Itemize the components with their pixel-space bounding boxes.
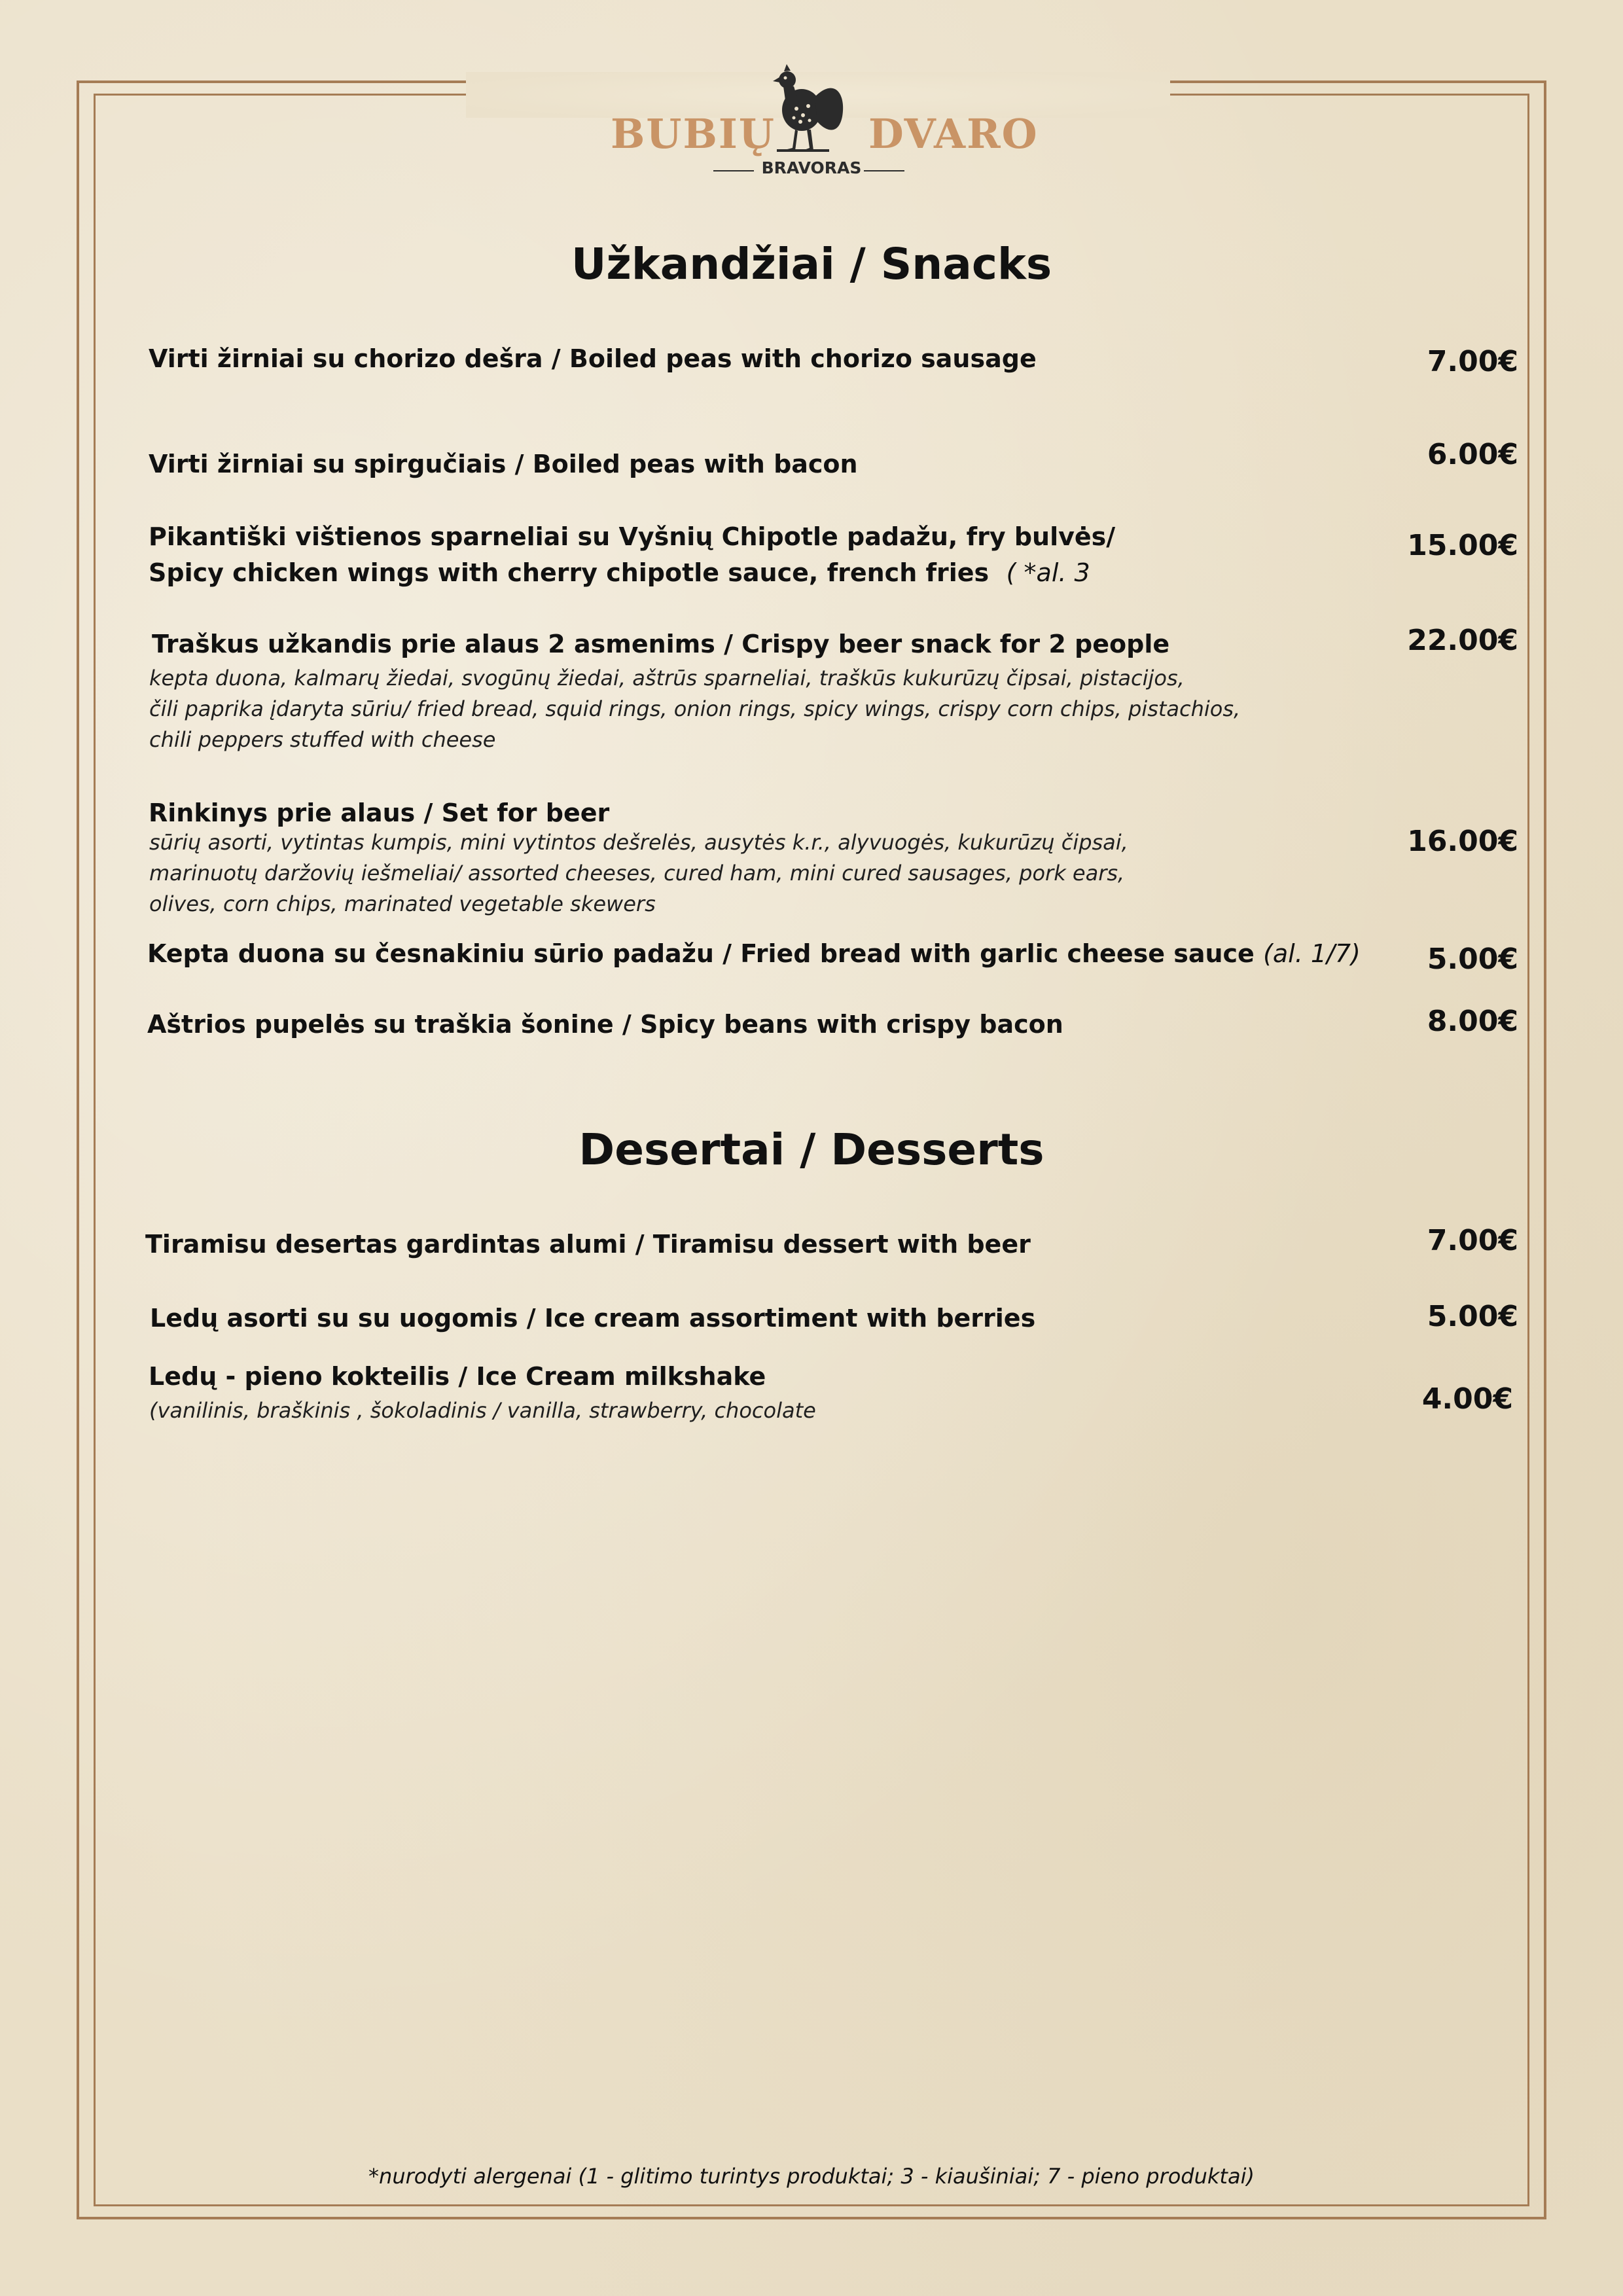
menu-item-price: 15.00€ xyxy=(1407,529,1518,562)
menu-item-name: Ledų - pieno kokteilis / Ice Cream milkshake xyxy=(149,1362,766,1391)
allergen-note: (al. 1/7) xyxy=(1263,939,1361,968)
snacks-title: Užkandžiai / Snacks xyxy=(571,239,1052,289)
allergen-footnote: *nurodyti alergenai (1 - glitimo turintys produktai; 3 - kiaušiniai; 7 - pieno produktai) xyxy=(368,2164,1255,2189)
desserts-title: Desertai / Desserts xyxy=(579,1124,1044,1175)
brand-word-left: BUBIŲ xyxy=(611,110,776,158)
rooster-logo-icon xyxy=(762,58,847,156)
menu-item-price: 8.00€ xyxy=(1427,1005,1518,1038)
menu-item-price: 5.00€ xyxy=(1427,1300,1518,1333)
menu-item-name: Aštrios pupelės su traškia šonine / Spicy beans with crispy bacon xyxy=(147,1010,1063,1039)
menu-item-description: (vanilinis, braškinis , šokoladinis / vanilla, strawberry, chocolate xyxy=(149,1398,816,1423)
logo-divider-right xyxy=(864,170,904,171)
menu-item-price: 16.00€ xyxy=(1407,825,1518,858)
menu-item-description: chili peppers stuffed with cheese xyxy=(149,727,496,752)
menu-item-price: 22.00€ xyxy=(1407,624,1518,657)
brand-logo xyxy=(589,54,1039,191)
menu-item-description: kepta duona, kalmarų žiedai, svogūnų žiedai, aštrūs sparneliai, traškūs kukurūzų čipsai, pistacijos, xyxy=(149,666,1185,691)
menu-item-name-line xyxy=(147,939,1361,968)
menu-item-name: Pikantiški vištienos sparneliai su Vyšnių Chipotle padažu, fry bulvės/ xyxy=(149,522,1116,551)
brand-word-right: DVARO xyxy=(868,110,1039,158)
menu-item-price: 5.00€ xyxy=(1427,942,1518,976)
menu-item-name: Tiramisu desertas gardintas alumi / Tiramisu dessert with beer xyxy=(145,1230,1031,1259)
menu-item-description: sūrių asorti, vytintas kumpis, mini vytintos dešrelės, ausytės k.r., alyvuogės, kukurūzų čipsai, xyxy=(149,830,1128,855)
menu-item-name: Traškus užkandis prie alaus 2 asmenims / Crispy beer snack for 2 people xyxy=(152,630,1170,658)
menu-item-name: Rinkinys prie alaus / Set for beer xyxy=(149,798,610,827)
menu-item-name-line2 xyxy=(149,558,1090,587)
brand-subtitle: BRAVORAS xyxy=(761,158,862,177)
menu-item-price: 6.00€ xyxy=(1427,438,1518,471)
menu-item-name: Virti žirniai su spirgučiais / Boiled peas with bacon xyxy=(149,450,858,478)
menu-item-price: 7.00€ xyxy=(1427,345,1518,378)
menu-item-name: Kepta duona su česnakiniu sūrio padažu / Fried bread with garlic cheese sauce xyxy=(147,939,1255,968)
menu-item-price: 7.00€ xyxy=(1427,1224,1518,1257)
menu-item-price: 4.00€ xyxy=(1421,1382,1513,1416)
menu-item-description: marinuotų daržovių iešmeliai/ assorted cheeses, cured ham, mini cured sausages, pork ears, xyxy=(149,861,1125,886)
allergen-note: ( *al. 3 xyxy=(1006,558,1090,587)
menu-item-name: Virti žirniai su chorizo dešra / Boiled peas with chorizo sausage xyxy=(149,344,1037,373)
menu-item-name: Ledų asorti su su uogomis / Ice cream assortiment with berries xyxy=(150,1304,1036,1333)
menu-item-description: olives, corn chips, marinated vegetable skewers xyxy=(149,891,656,916)
menu-item-description: čili paprika įdaryta sūriu/ fried bread, squid rings, onion rings, spicy wings, crispy corn chips, pistachios, xyxy=(149,696,1241,721)
menu-item-name-text: Spicy chicken wings with cherry chipotle sauce, french fries xyxy=(149,558,990,587)
